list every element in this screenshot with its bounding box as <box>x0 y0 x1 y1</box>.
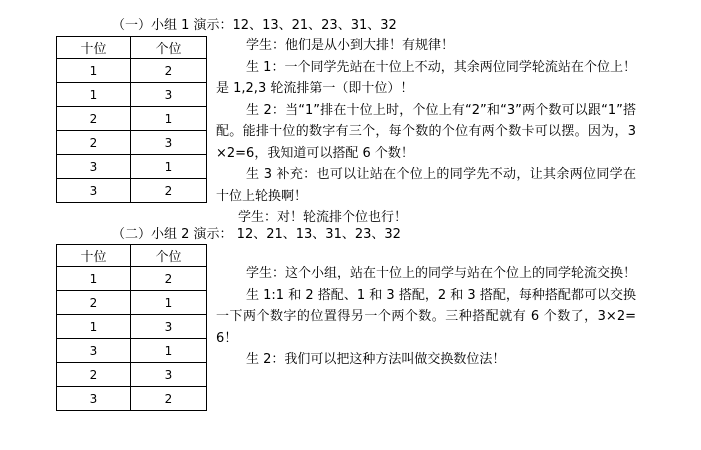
table-row <box>57 291 207 315</box>
tens-cell: 2 <box>57 291 131 315</box>
dialogue-line: 学生：他们是从小到大排！有规律！ <box>246 38 455 53</box>
group2-dialogue <box>216 263 636 371</box>
tens-cell: 3 <box>57 155 131 179</box>
group1-table-header-row <box>57 37 207 59</box>
tens-cell: 2 <box>57 363 131 387</box>
table-row <box>57 131 207 155</box>
dialogue-line: 生 3 补充：也可以让站在个位上的同学先不动，让其余两位同学在十位上轮换啊！ <box>216 167 636 204</box>
ones-cell: 2 <box>131 59 207 83</box>
dialogue-line: 学生：这个小组，站在十位上的同学与站在个位上的同学轮流交换！ <box>246 266 637 281</box>
table-row <box>57 267 207 291</box>
tens-cell: 1 <box>57 59 131 83</box>
table-row <box>57 155 207 179</box>
table-row <box>57 83 207 107</box>
ones-cell: 1 <box>131 339 207 363</box>
dialogue-line: 生 2：当“1”排在十位上时，个位上有“2”和“3”两个数可以跟“1”搭配。能排十位的数字有三个，每个数的个位有两个数卡可以摆。因为，3×2=6，我知道可以搭配 6 个数！ <box>216 102 636 161</box>
table-row <box>57 363 207 387</box>
group2-heading: （二）小组 2 演示： 12、21、13、31、23、32 <box>112 227 401 242</box>
table-row <box>57 339 207 363</box>
col-header-ones: 个位 <box>131 37 207 59</box>
col-header-ones: 个位 <box>131 245 207 267</box>
table-row <box>57 59 207 83</box>
tens-cell: 2 <box>57 131 131 155</box>
ones-cell: 3 <box>131 315 207 339</box>
group2-table-header-row <box>57 245 207 267</box>
ones-cell: 2 <box>131 387 207 411</box>
tens-cell: 2 <box>57 107 131 131</box>
ones-cell: 1 <box>131 155 207 179</box>
tens-cell: 3 <box>57 387 131 411</box>
ones-cell: 2 <box>131 179 207 203</box>
tens-cell: 1 <box>57 83 131 107</box>
dialogue-line: 学生：对！轮流排个位也行！ <box>238 210 408 225</box>
group1-table <box>56 36 207 203</box>
ones-cell: 1 <box>131 291 207 315</box>
tens-cell: 1 <box>57 315 131 339</box>
tens-cell: 3 <box>57 339 131 363</box>
ones-cell: 3 <box>131 363 207 387</box>
ones-cell: 3 <box>131 131 207 155</box>
dialogue-line: 生 2：我们可以把这种方法叫做交换数位法！ <box>246 352 506 367</box>
ones-cell: 3 <box>131 83 207 107</box>
tens-cell: 1 <box>57 267 131 291</box>
tens-cell: 3 <box>57 179 131 203</box>
dialogue-line: 生 1:1 和 2 搭配、1 和 3 搭配，2 和 3 搭配，每种搭配都可以交换一下两个数字的位置得另一个两个数。三种搭配就有 6 个数了，3×2=6！ <box>216 287 636 346</box>
ones-cell: 2 <box>131 267 207 291</box>
table-row <box>57 107 207 131</box>
group1-dialogue <box>216 35 636 229</box>
dialogue-line: 生 1：一个同学先站在十位上不动，其余两位同学轮流站在个位上！是 1,2,3 轮流排第一（即十位）！ <box>216 59 636 96</box>
group1-heading: （一）小组 1 演示：12、13、21、23、31、32 <box>112 18 397 33</box>
table-row <box>57 387 207 411</box>
table-row <box>57 179 207 203</box>
col-header-tens: 十位 <box>57 37 131 59</box>
table-row <box>57 315 207 339</box>
ones-cell: 1 <box>131 107 207 131</box>
col-header-tens: 十位 <box>57 245 131 267</box>
group2-table <box>56 244 207 411</box>
